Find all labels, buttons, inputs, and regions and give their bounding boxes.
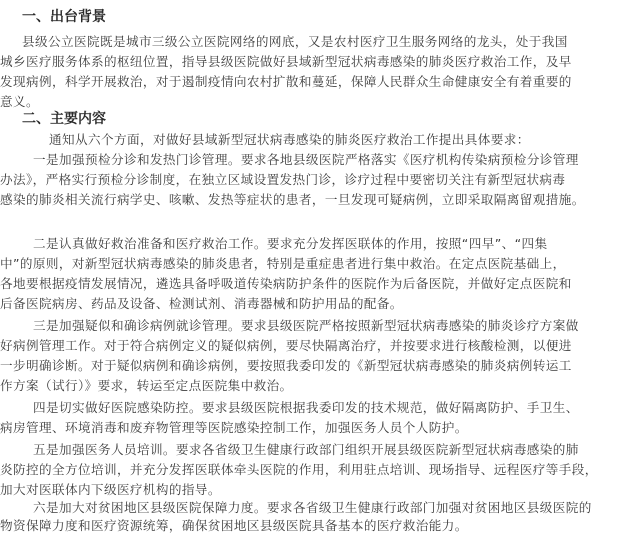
paragraph-line: 作方案（试行）》要求，转运至定点医院集中救治。 — [0, 378, 293, 393]
paragraph-line: 中”的原则，对新型冠状病毒感染的肺炎患者，特别是重症患者进行集中救治。在定点医院基础上， — [0, 256, 566, 271]
paragraph-line: 意义。 — [0, 94, 39, 109]
paragraph-line: 三是加强疑似和确诊病例就诊管理。要求县级医院严格按照新型冠状病毒感染的肺炎诊疗方案做 — [33, 318, 579, 333]
paragraph-line: 城乡医疗服务体系的枢纽位置，指导县级医院做好县域新型冠状病毒感染的肺炎医疗救治工作，及早 — [0, 54, 572, 69]
paragraph-line: 一是加强预检分诊和发热门诊管理。要求各地县级医院严格落实《医疗机构传染病预检分诊管理 — [33, 152, 579, 167]
paragraph-line: 发现病例，科学开展救治，对于遏制疫情向农村扩散和蔓延，保障人民群众生命健康安全有着重要的 — [0, 74, 572, 89]
paragraph-line: 县级公立医院既是城市三级公立医院网络的网底，又是农村医疗卫生服务网络的龙头，处于我国 — [22, 34, 568, 49]
intro-line: 通知从六个方面，对做好县域新型冠状病毒感染的肺炎医疗救治工作提出具体要求： — [49, 132, 530, 147]
paragraph-line: 各地要根据疫情发展情况，遴选具备呼吸道传染病防护条件的医院作为后备医院，并做好定点医院和 — [0, 276, 572, 291]
paragraph-line: 好病例管理工作。对于符合病例定义的疑似病例，要尽快隔离治疗，并按要求进行核酸检测，以便进 — [0, 338, 572, 353]
paragraph-line: 五是加强医务人员培训。要求各省级卫生健康行政部门组织开展县级医院新型冠状病毒感染的肺 — [33, 442, 579, 457]
paragraph-line: 感染的肺炎相关流行病学史、咳嗽、发热等症状的患者，一旦发现可疑病例，立即采取隔离留观措施。 — [0, 192, 585, 207]
section-heading-background: 一、出台背景 — [22, 9, 106, 25]
paragraph-line: 一步明确诊断。对于疑似病例和确诊病例，要按照我委印发的《新型冠状病毒感染的肺炎病例转运工 — [0, 358, 572, 373]
section-heading-main-content: 二、主要内容 — [22, 111, 106, 127]
paragraph-line: 加大对医联体内下级医疗机构的指导。 — [0, 482, 221, 497]
paragraph-line: 物资保障力度和医疗资源统筹，确保贫困地区县级医院具备基本的医疗救治能力。 — [0, 518, 468, 533]
paragraph-line: 六是加大对贫困地区县级医院保障力度。要求各省级卫生健康行政部门加强对贫困地区县级医院的 — [33, 500, 592, 515]
paragraph-line: 四是切实做好医院感染防控。要求县级医院根据我委印发的技术规范，做好隔离防护、手卫生、 — [33, 400, 579, 415]
paragraph-line: 二是认真做好救治准备和医疗救治工作。要求充分发挥医联体的作用，按照“四早”、“四集 — [33, 236, 548, 251]
paragraph-line: 办法》，严格实行预检分诊制度，在独立区域设置发热门诊，诊疗过程中要密切关注有新型冠状病毒 — [0, 172, 566, 187]
paragraph-line: 后备医院病房、药品及设备、检测试剂、消毒器械和防护用品的配备。 — [0, 296, 403, 311]
paragraph-line: 病房管理、环境消毒和废弃物管理等医院感染控制工作，加强医务人员个人防护。 — [0, 420, 468, 435]
paragraph-line: 炎防控的全方位培训，并充分发挥医联体牵头医院的作用，利用驻点培训、现场指导、远程医疗等手段， — [0, 462, 598, 477]
